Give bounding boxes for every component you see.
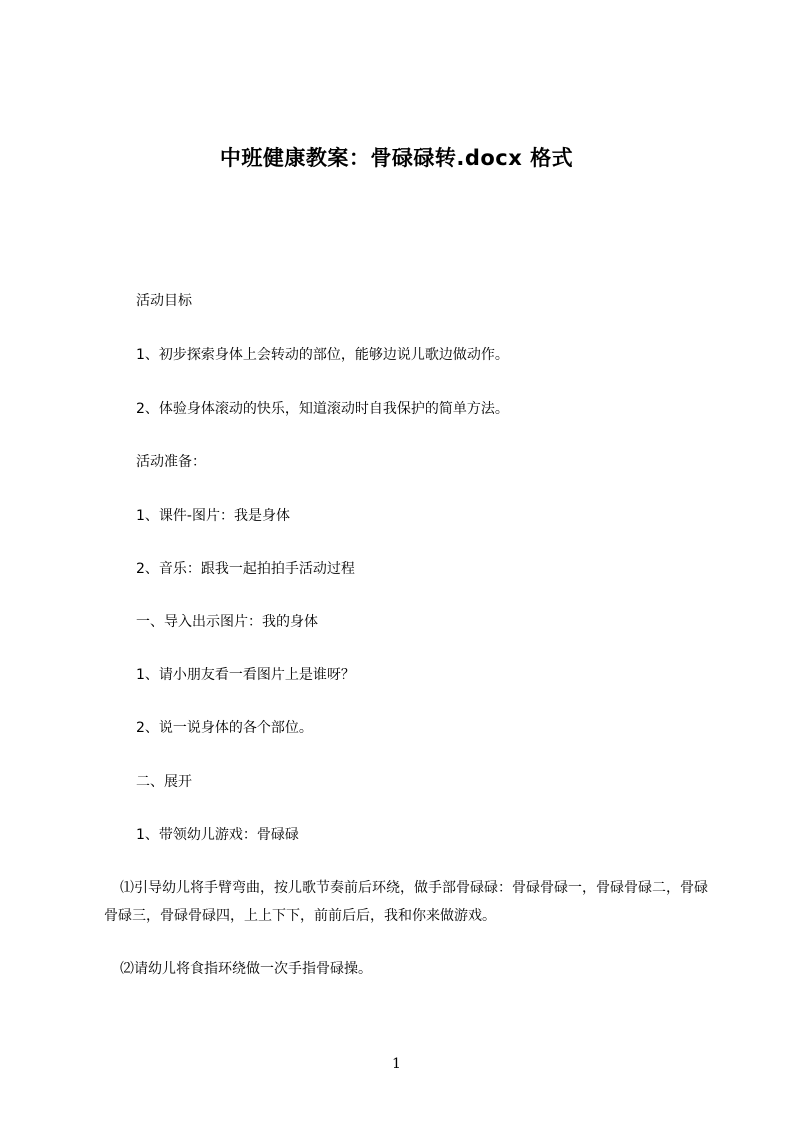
preparation-item-1: 1、课件-图片：我是身体 [136, 508, 290, 524]
step-heading-2: 二、展开 [136, 774, 192, 790]
goal-item-1: 1、初步探索身体上会转动的部位，能够边说儿歌边做动作。 [136, 347, 509, 363]
step-2-item-1: 1、带领幼儿游戏：骨碌碌 [136, 827, 299, 843]
step-2-paragraph-2: ⑵请幼儿将食指环绕做一次手指骨碌操。 [120, 961, 372, 977]
goal-item-2: 2、体验身体滚动的快乐，知道滚动时自我保护的简单方法。 [136, 401, 509, 417]
step-1-item-2: 2、说一说身体的各个部位。 [136, 720, 313, 736]
step-1-item-1: 1、请小朋友看一看图片上是谁呀？ [136, 667, 355, 683]
step-heading-1: 一、导入出示图片：我的身体 [136, 614, 318, 630]
page-number: 1 [392, 1056, 401, 1072]
document-title: 中班健康教案：骨碌碌转.docx 格式 [219, 146, 574, 170]
section-heading-goals: 活动目标 [136, 293, 192, 309]
section-heading-preparation: 活动准备： [136, 454, 206, 470]
preparation-item-2: 2、音乐：跟我一起拍拍手活动过程 [136, 561, 355, 577]
step-2-paragraph-1: ⑴引导幼儿将手臂弯曲，按儿歌节奏前后环绕，做手部骨碌碌：骨碌骨碌一，骨碌骨碌二，骨碌骨碌三，骨碌骨碌四，上上下下，前前后后，我和你来做游戏。 [104, 880, 708, 924]
